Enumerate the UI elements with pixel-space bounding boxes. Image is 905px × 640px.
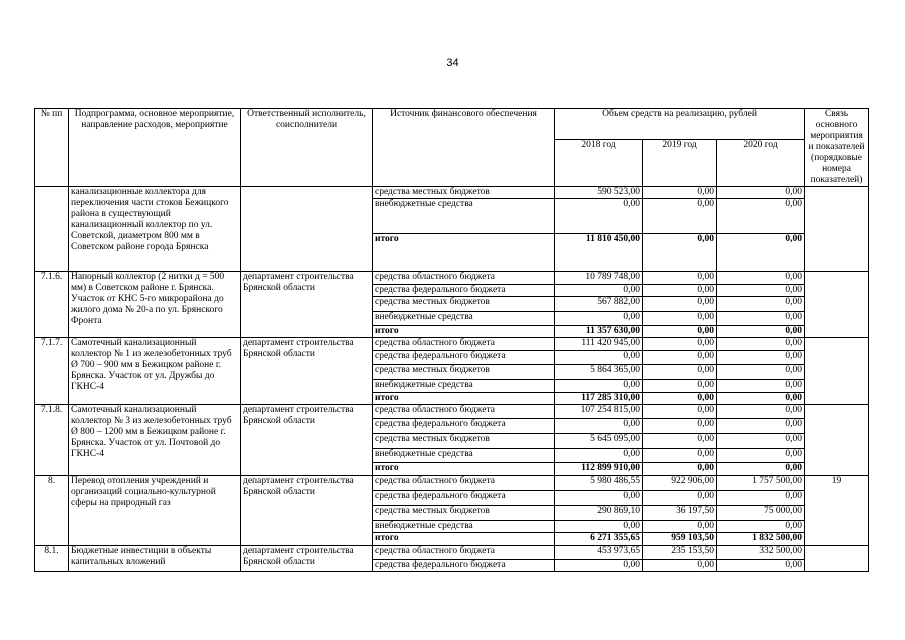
cell-2019: 0,00 — [643, 560, 717, 572]
cell-2018: 5 980 486,55 — [555, 476, 643, 491]
cell-source: средства местных бюджетов — [373, 365, 555, 380]
header-program: Подпрограмма, основное мероприятие, направление расходов, мероприятие — [69, 109, 241, 187]
cell-2019: 235 153,50 — [643, 546, 717, 560]
cell-executor: департамент строительства Брянской области — [241, 476, 373, 546]
cell-2018: 0,00 — [555, 380, 643, 393]
cell-2020: 0,00 — [717, 491, 805, 506]
cell-2019: 0,00 — [643, 405, 717, 419]
table-row — [35, 187, 869, 199]
cell-2018: 0,00 — [555, 560, 643, 572]
cell-2019: 0,00 — [643, 199, 717, 234]
cell-2019: 0,00 — [643, 234, 717, 272]
cell-source: внебюджетные средства — [373, 521, 555, 533]
cell-2018: 0,00 — [555, 419, 643, 434]
cell-2019: 0,00 — [643, 491, 717, 506]
table-header — [35, 109, 869, 187]
cell-2020: 0,00 — [717, 285, 805, 297]
cell-2020: 0,00 — [717, 405, 805, 419]
cell-2018: 11 810 450,00 — [555, 234, 643, 272]
cell-2018: 117 285 310,00 — [555, 393, 643, 405]
cell-program: Бюджетные инвестиции в объекты капитальных вложений — [69, 546, 241, 572]
cell-2019: 0,00 — [643, 449, 717, 463]
cell-source: средства областного бюджета — [373, 405, 555, 419]
cell-link: 19 — [805, 476, 869, 546]
cell-link — [805, 546, 869, 572]
cell-2019: 0,00 — [643, 326, 717, 338]
cell-source: средства областного бюджета — [373, 476, 555, 491]
table-row — [35, 338, 869, 351]
cell-2020: 0,00 — [717, 393, 805, 405]
cell-2020: 332 500,00 — [717, 546, 805, 560]
cell-2018: 567 882,00 — [555, 297, 643, 312]
cell-2020: 0,00 — [717, 449, 805, 463]
cell-executor — [241, 187, 373, 272]
table-row — [35, 546, 869, 560]
cell-source: внебюджетные средства — [373, 449, 555, 463]
header-year-2020: 2020 год — [717, 140, 805, 187]
cell-2020: 0,00 — [717, 312, 805, 326]
table-row — [35, 405, 869, 419]
cell-2019: 0,00 — [643, 434, 717, 449]
cell-2018: 453 973,65 — [555, 546, 643, 560]
cell-source: средства местных бюджетов — [373, 297, 555, 312]
cell-source: итого — [373, 326, 555, 338]
cell-2018: 0,00 — [555, 521, 643, 533]
cell-2019: 36 197,50 — [643, 506, 717, 521]
cell-2018: 0,00 — [555, 285, 643, 297]
cell-program: канализационные коллектора для переключения части стоков Бежицкого района в существующий канализационный коллектор по ул. Советской, диаметром 800 мм в Советском районе города Брянска — [69, 187, 241, 272]
cell-source: итого — [373, 463, 555, 476]
cell-2018: 0,00 — [555, 312, 643, 326]
header-link: Связь основного мероприятия и показателей (порядковые номера показателей) — [805, 109, 869, 187]
cell-2018: 112 899 910,00 — [555, 463, 643, 476]
table-body — [35, 187, 869, 572]
cell-2020: 0,00 — [717, 297, 805, 312]
cell-2020: 0,00 — [717, 272, 805, 285]
cell-link — [805, 338, 869, 405]
cell-2020: 0,00 — [717, 234, 805, 272]
cell-2019: 0,00 — [643, 380, 717, 393]
cell-2020: 0,00 — [717, 338, 805, 351]
cell-source: средства федерального бюджета — [373, 351, 555, 365]
cell-2020: 75 000,00 — [717, 506, 805, 521]
cell-link — [805, 187, 869, 272]
cell-num: 8. — [35, 476, 69, 546]
header-num: № пп — [35, 109, 69, 187]
cell-2018: 0,00 — [555, 491, 643, 506]
cell-2019: 0,00 — [643, 187, 717, 199]
cell-2018: 6 271 355,65 — [555, 533, 643, 546]
cell-2018: 590 523,00 — [555, 187, 643, 199]
cell-2018: 0,00 — [555, 199, 643, 234]
cell-source: итого — [373, 533, 555, 546]
cell-source: средства областного бюджета — [373, 272, 555, 285]
cell-2018: 111 420 945,00 — [555, 338, 643, 351]
cell-2019: 0,00 — [643, 285, 717, 297]
cell-2019: 0,00 — [643, 365, 717, 380]
cell-source: внебюджетные средства — [373, 199, 555, 234]
cell-num: 8.1. — [35, 546, 69, 572]
cell-executor: департамент строительства Брянской области — [241, 338, 373, 405]
cell-2019: 0,00 — [643, 393, 717, 405]
cell-program: Напорный коллектор (2 нитки д = 500 мм) в Советском районе г. Брянска. Участок от КНС 5-го микрорайона до жилого дома № 20-а по ул. Брянского Фронта — [69, 272, 241, 338]
cell-2018: 107 254 815,00 — [555, 405, 643, 419]
cell-source: средства местных бюджетов — [373, 187, 555, 199]
table-row — [35, 272, 869, 285]
cell-2018: 0,00 — [555, 351, 643, 365]
cell-executor: департамент строительства Брянской области — [241, 546, 373, 572]
cell-source: внебюджетные средства — [373, 380, 555, 393]
cell-source: внебюджетные средства — [373, 312, 555, 326]
cell-2020: 0,00 — [717, 521, 805, 533]
cell-program: Перевод отопления учреждений и организаций социально-культурной сферы на природный газ — [69, 476, 241, 546]
cell-source: средства федерального бюджета — [373, 285, 555, 297]
cell-source: средства областного бюджета — [373, 338, 555, 351]
cell-num: 7.1.7. — [35, 338, 69, 405]
cell-2019: 0,00 — [643, 521, 717, 533]
cell-2020: 0,00 — [717, 326, 805, 338]
cell-num — [35, 187, 69, 272]
cell-2019: 922 906,00 — [643, 476, 717, 491]
cell-link — [805, 272, 869, 338]
cell-2018: 290 869,10 — [555, 506, 643, 521]
cell-num: 7.1.8. — [35, 405, 69, 476]
cell-program: Самотечный канализационный коллектор № 3 из железобетонных труб Ø 800 – 1200 мм в Бежицком районе г. Брянска. Участок от ул. Почтовой до ГКНС-4 — [69, 405, 241, 476]
cell-2019: 0,00 — [643, 351, 717, 365]
cell-2020: 1 832 500,00 — [717, 533, 805, 546]
cell-source: средства местных бюджетов — [373, 506, 555, 521]
cell-2020: 0,00 — [717, 199, 805, 234]
cell-2020: 0,00 — [717, 351, 805, 365]
header-year-2018: 2018 год — [555, 140, 643, 187]
cell-source: средства областного бюджета — [373, 546, 555, 560]
header-year-2019: 2019 год — [643, 140, 717, 187]
cell-link — [805, 405, 869, 476]
cell-2020: 0,00 — [717, 187, 805, 199]
header-volume: Объем средств на реализацию, рублей — [555, 109, 805, 140]
cell-executor: департамент строительства Брянской области — [241, 405, 373, 476]
cell-2020: 0,00 — [717, 365, 805, 380]
cell-executor: департамент строительства Брянской области — [241, 272, 373, 338]
cell-program: Самотечный канализационный коллектор № 1 из железобетонных труб Ø 700 – 900 мм в Бежицком районе г. Брянска. Участок от ул. Дружбы до ГКНС-4 — [69, 338, 241, 405]
cell-source: итого — [373, 393, 555, 405]
header-source: Источник финансового обеспечения — [373, 109, 555, 187]
funding-table — [34, 108, 869, 572]
cell-2019: 0,00 — [643, 312, 717, 326]
cell-2018: 5 864 365,00 — [555, 365, 643, 380]
cell-2018: 5 645 095,00 — [555, 434, 643, 449]
cell-2020: 1 757 500,00 — [717, 476, 805, 491]
header-executor: Ответственный исполнитель, соисполнители — [241, 109, 373, 187]
cell-source: средства местных бюджетов — [373, 434, 555, 449]
cell-2019: 0,00 — [643, 297, 717, 312]
cell-2019: 0,00 — [643, 463, 717, 476]
cell-2018: 0,00 — [555, 449, 643, 463]
cell-2019: 0,00 — [643, 338, 717, 351]
cell-2020: 0,00 — [717, 560, 805, 572]
cell-num: 7.1.6. — [35, 272, 69, 338]
cell-source: средства федерального бюджета — [373, 491, 555, 506]
cell-2018: 10 789 748,00 — [555, 272, 643, 285]
cell-source: итого — [373, 234, 555, 272]
cell-source: средства федерального бюджета — [373, 560, 555, 572]
cell-2019: 0,00 — [643, 272, 717, 285]
table-row — [35, 476, 869, 491]
cell-2019: 959 103,50 — [643, 533, 717, 546]
cell-2019: 0,00 — [643, 419, 717, 434]
page-number: 34 — [446, 57, 459, 69]
cell-source: средства федерального бюджета — [373, 419, 555, 434]
cell-2020: 0,00 — [717, 419, 805, 434]
cell-2018: 11 357 630,00 — [555, 326, 643, 338]
cell-2020: 0,00 — [717, 434, 805, 449]
cell-2020: 0,00 — [717, 380, 805, 393]
cell-2020: 0,00 — [717, 463, 805, 476]
